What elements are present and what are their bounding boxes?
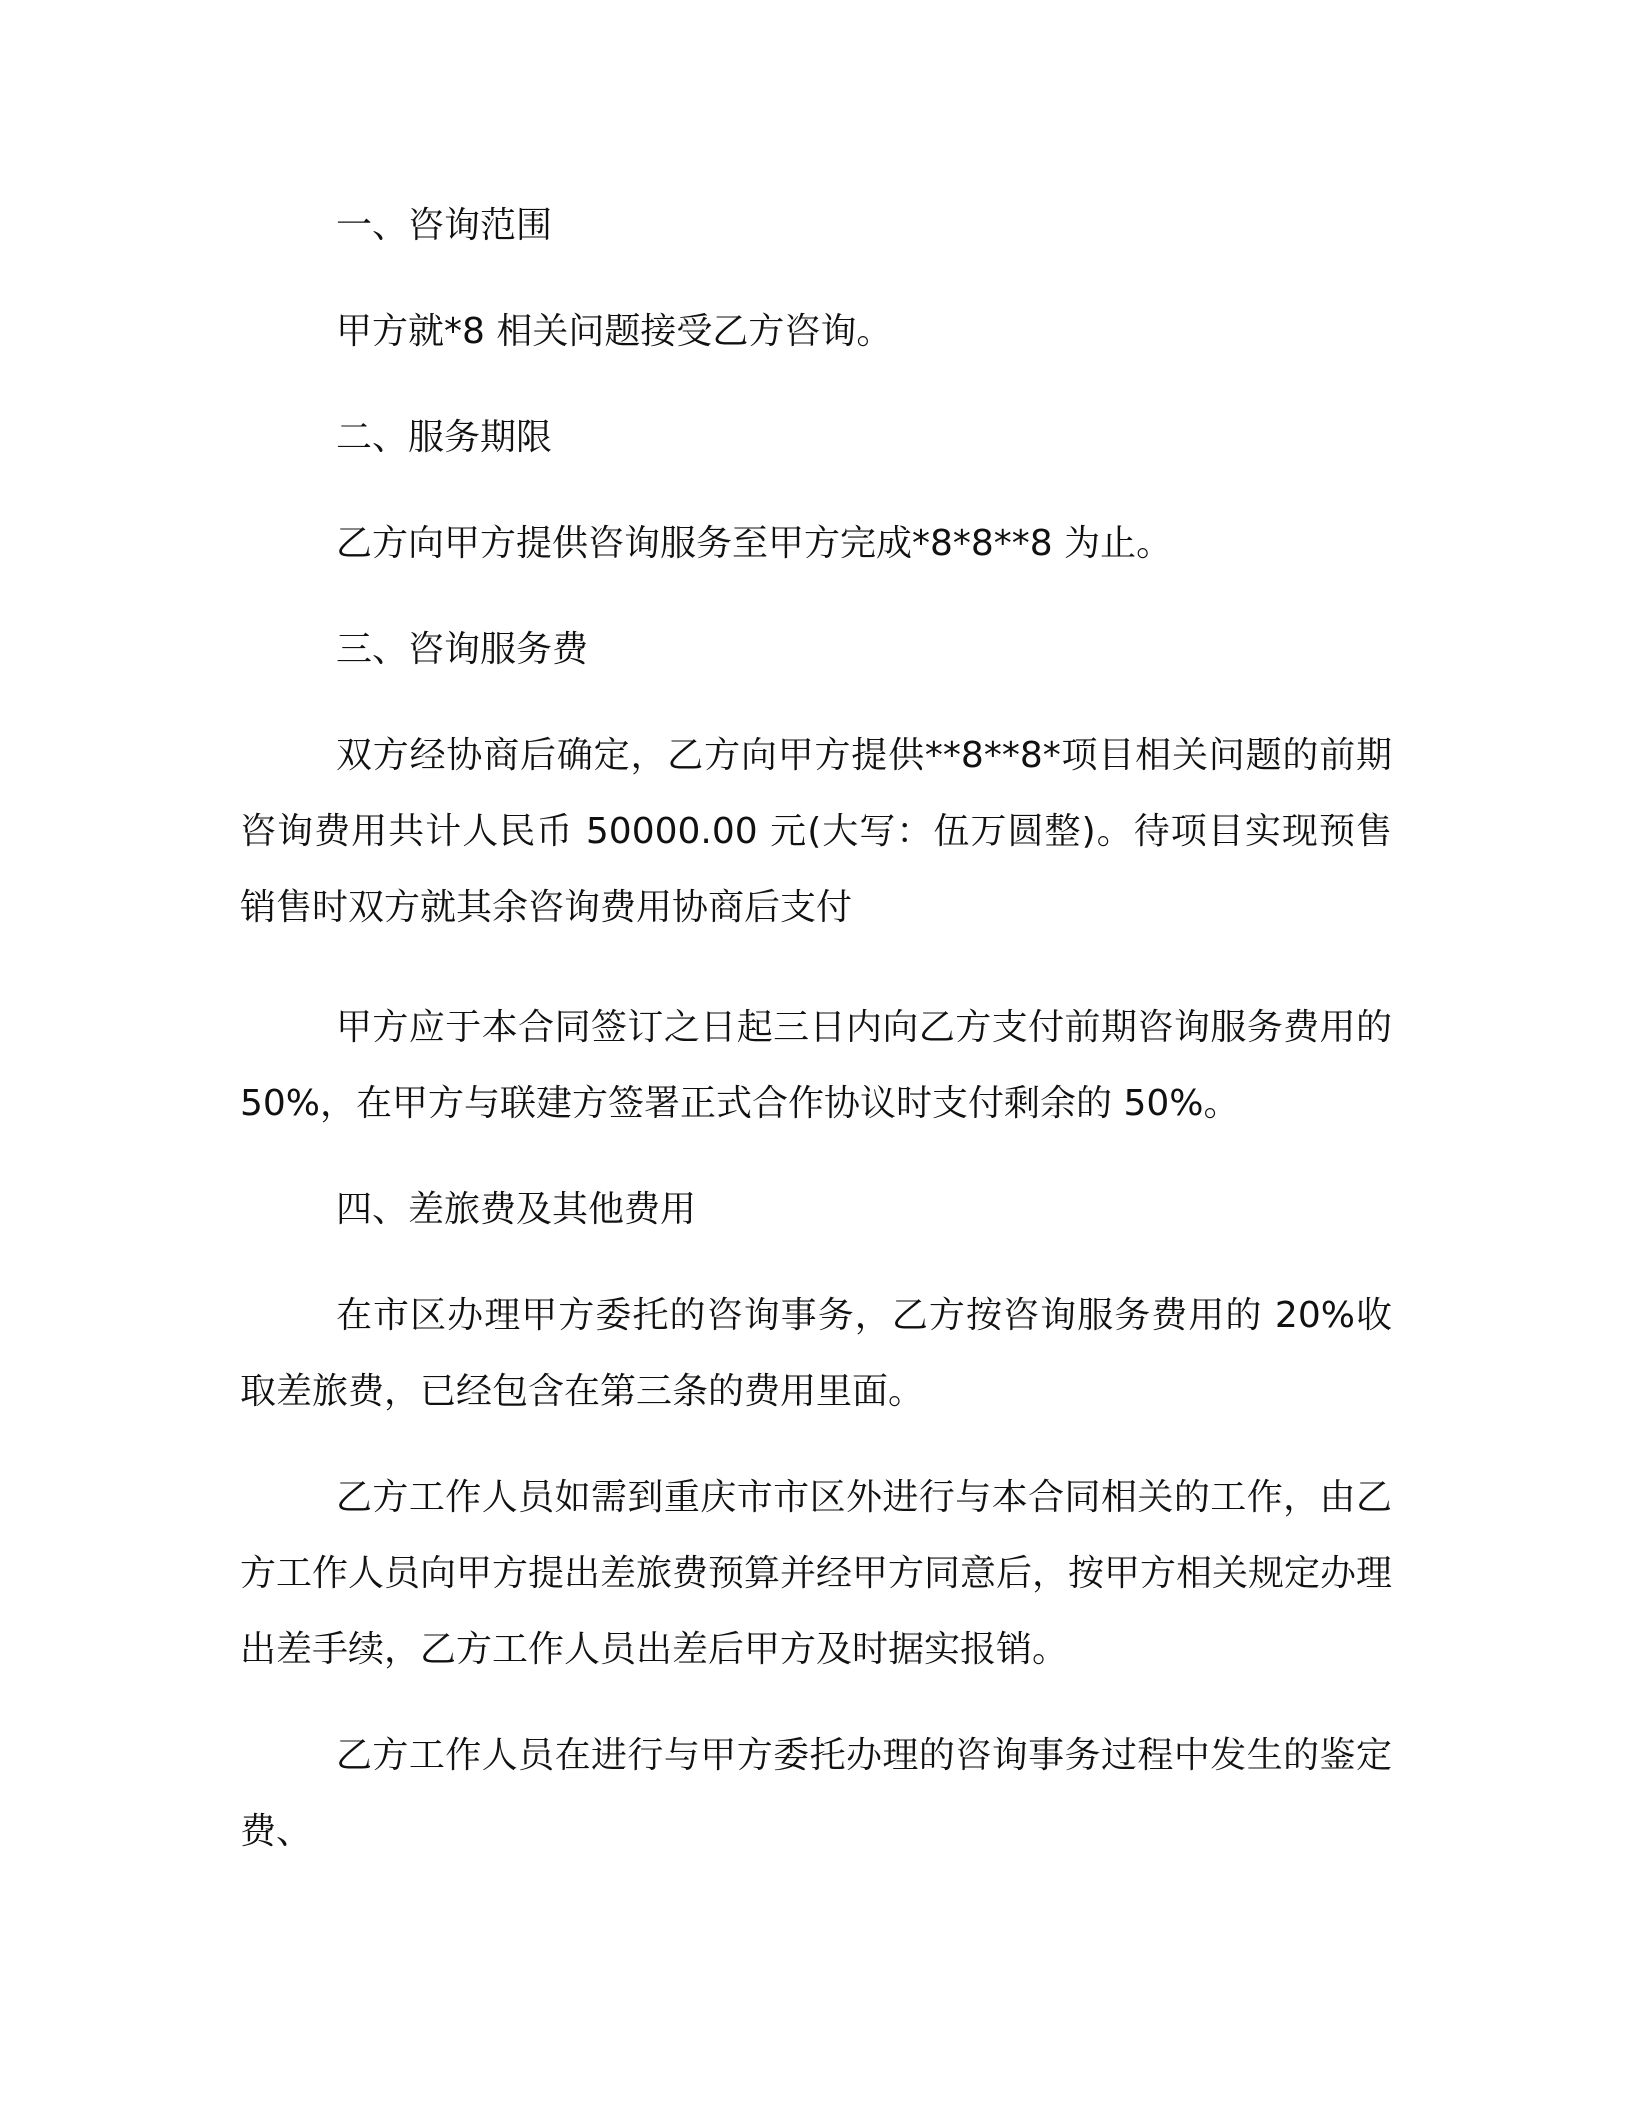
- paragraph-term: 乙方向甲方提供咨询服务至甲方完成*8*8**8 为止。: [336, 523, 1173, 564]
- paragraph-travel-local: 在市区办理甲方委托的咨询事务，乙方按咨询服务费用的 20%收取差旅费，已经包含在第三条的费用里面。: [240, 1295, 1392, 1412]
- paragraph-travel-outside: 乙方工作人员如需到重庆市市区外进行与本合同相关的工作，由乙方工作人员向甲方提出差旅费预算并经甲方同意后，按甲方相关规定办理出差手续，乙方工作人员出差后甲方及时据实报销。: [240, 1477, 1393, 1670]
- paragraph-fee-amount: 双方经协商后确定，乙方向甲方提供**8**8*项目相关问题的前期咨询费用共计人民币 50000.00 元(大写：伍万圆整)。待项目实现预售销售时双方就其余咨询费用协商后支付: [240, 735, 1392, 928]
- section-heading-travel: 四、差旅费及其他费用: [336, 1189, 697, 1230]
- paragraph-scope: 甲方就*8 相关问题接受乙方咨询。: [336, 311, 893, 352]
- paragraph-fee-payment: 甲方应于本合同签订之日起三日内向乙方支付前期咨询服务费用的 50%，在甲方与联建方签署正式合作协议时支付剩余的 50%。: [240, 1007, 1392, 1124]
- section-heading-scope: 一、咨询范围: [336, 205, 553, 246]
- paragraph-appraisal-fee: 乙方工作人员在进行与甲方委托办理的咨询事务过程中发生的鉴定费、: [240, 1735, 1392, 1852]
- section-heading-term: 二、服务期限: [336, 417, 553, 458]
- document-body: [240, 188, 1392, 1900]
- section-heading-fee: 三、咨询服务费: [336, 629, 589, 670]
